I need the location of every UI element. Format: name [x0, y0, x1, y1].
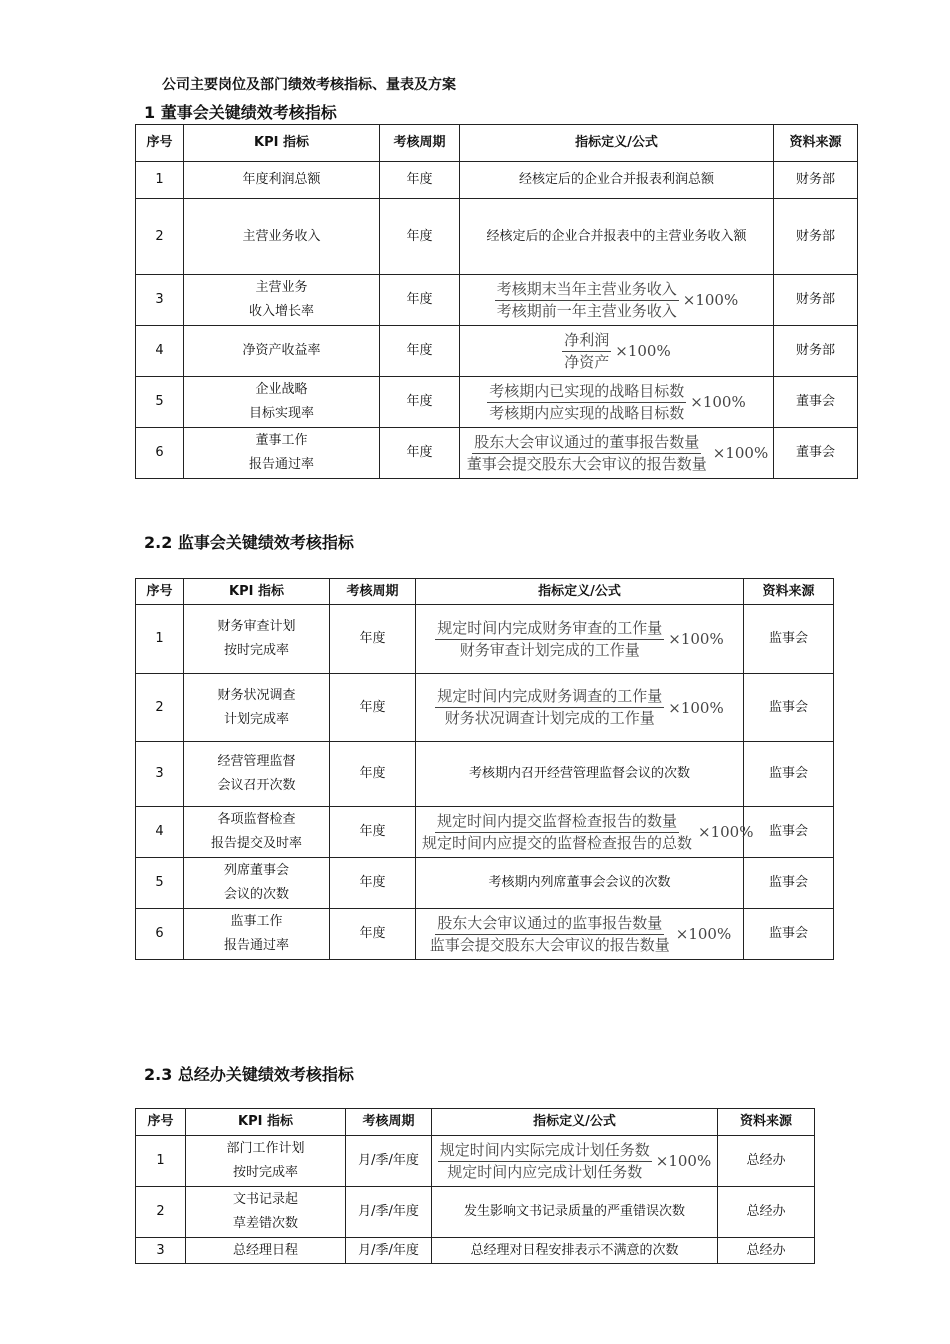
definition-cell: 总经理对日程安排表示不满意的次数 [432, 1238, 718, 1264]
period-cell: 月/季/年度 [346, 1238, 432, 1264]
period-cell: 月/季/年度 [346, 1136, 432, 1187]
kpi-name-line: 目标实现率 [248, 406, 314, 421]
kpi-name-line: 年度利润总额 [242, 172, 321, 187]
formula-fraction [435, 618, 723, 661]
formula-fraction [428, 913, 731, 956]
formula-multiplier: ×100% [655, 1152, 712, 1170]
kpi-name-line: 董事工作 [255, 433, 308, 448]
kpi-name-line: 报告通过率 [223, 938, 289, 953]
period-cell: 年度 [380, 428, 460, 479]
formula-fraction [562, 330, 670, 373]
kpi-name-line: 企业战略 [255, 382, 308, 397]
col-header-no: 序号 [136, 125, 184, 162]
formula-cell [416, 605, 744, 674]
row-number: 6 [136, 428, 184, 479]
kpi-name-line: 会议的次数 [223, 887, 289, 902]
kpi-name-line: 净资产收益率 [242, 343, 321, 358]
formula-denominator: 监事会提交股东大会审议的报告数量 [429, 935, 670, 954]
formula-cell [432, 1136, 718, 1187]
kpi-name [184, 807, 330, 858]
col-header-definition: 指标定义/公式 [460, 125, 774, 162]
table-row [136, 162, 858, 199]
table-row [136, 326, 858, 377]
period-cell: 年度 [380, 162, 460, 199]
definition-cell: 经核定后的企业合并报表利润总额 [460, 162, 774, 199]
row-number: 3 [136, 742, 184, 807]
formula-cell [460, 377, 774, 428]
formula-denominator: 考核期内应实现的战略目标数 [489, 403, 685, 422]
kpi-name-line: 报告提交及时率 [210, 836, 302, 851]
kpi-name [184, 742, 330, 807]
row-number: 6 [136, 909, 184, 960]
kpi-name-line: 监事工作 [230, 914, 283, 929]
table-row [136, 858, 834, 909]
row-number: 4 [136, 807, 184, 858]
row-number: 2 [136, 674, 184, 742]
formula-denominator: 净资产 [564, 352, 610, 371]
source-cell: 董事会 [774, 377, 858, 428]
col-header-kpi: KPI 指标 [184, 125, 380, 162]
table-row [136, 605, 834, 674]
kpi-name [186, 1238, 346, 1264]
kpi-name-line: 主营业务收入 [242, 228, 321, 244]
period-cell: 年度 [380, 199, 460, 275]
formula-numerator: 规定时间内实际完成计划任务数 [438, 1140, 652, 1162]
kpi-table [135, 124, 858, 479]
formula-multiplier: ×100% [698, 823, 754, 841]
period-cell: 年度 [330, 605, 416, 674]
source-cell: 总经办 [718, 1187, 815, 1238]
formula-fraction [465, 432, 768, 475]
row-number: 3 [136, 275, 184, 326]
col-header-period: 考核周期 [346, 1109, 432, 1136]
col-header-period: 考核周期 [380, 125, 460, 162]
formula-fraction [435, 686, 723, 729]
period-cell: 年度 [330, 909, 416, 960]
formula-cell [460, 428, 774, 479]
source-cell: 财务部 [774, 326, 858, 377]
kpi-name-line: 按时完成率 [232, 1165, 298, 1180]
col-header-source: 资料来源 [718, 1109, 815, 1136]
table-row [136, 1136, 815, 1187]
kpi-name-line: 会议召开次数 [217, 778, 296, 793]
definition-cell: 考核期内召开经营管理监督会议的次数 [416, 742, 744, 807]
col-header-definition: 指标定义/公式 [432, 1109, 718, 1136]
formula-denominator: 董事会提交股东大会审议的报告数量 [466, 454, 707, 473]
formula-fraction [420, 811, 753, 854]
kpi-name-line: 财务状况调查 [217, 687, 296, 703]
kpi-name [184, 605, 330, 674]
formula-multiplier: ×100% [712, 444, 769, 462]
formula-denominator: 财务状况调查计划完成的工作量 [444, 709, 655, 727]
formula-multiplier: ×100% [668, 698, 724, 717]
period-cell: 年度 [330, 858, 416, 909]
kpi-name [184, 326, 380, 377]
section-heading: 2.2 监事会关键绩效考核指标 [144, 533, 354, 552]
table-row [136, 1187, 815, 1238]
formula-numerator: 净利润 [562, 330, 611, 352]
definition-cell: 考核期内列席董事会会议的次数 [416, 858, 744, 909]
formula-numerator: 规定时间内完成财务调查的工作量 [435, 686, 664, 708]
formula-multiplier: ×100% [690, 393, 746, 411]
col-header-definition: 指标定义/公式 [416, 579, 744, 605]
row-number: 1 [136, 1136, 186, 1187]
formula-multiplier: ×100% [682, 291, 739, 309]
col-header-kpi: KPI 指标 [186, 1109, 346, 1136]
formula-fraction [438, 1140, 711, 1183]
row-number: 4 [136, 326, 184, 377]
formula-denominator: 考核期前一年主营业务收入 [496, 301, 677, 320]
period-cell: 月/季/年度 [346, 1187, 432, 1238]
table-row [136, 199, 858, 275]
kpi-name-line: 文书记录起 [232, 1192, 298, 1207]
kpi-name [184, 377, 380, 428]
kpi-name-line: 收入增长率 [248, 304, 314, 319]
table-row [136, 807, 834, 858]
kpi-name-line: 报告通过率 [248, 457, 314, 472]
row-number: 2 [136, 199, 184, 275]
kpi-name-line: 草差错次数 [232, 1216, 298, 1231]
row-number: 2 [136, 1187, 186, 1238]
source-cell: 总经办 [718, 1136, 815, 1187]
formula-numerator: 规定时间内提交监督检查报告的数量 [435, 811, 679, 833]
period-cell: 年度 [380, 326, 460, 377]
kpi-name-line: 计划完成率 [223, 711, 289, 727]
source-cell: 监事会 [744, 858, 834, 909]
source-cell: 财务部 [774, 162, 858, 199]
kpi-name [184, 858, 330, 909]
formula-numerator: 规定时间内完成财务审查的工作量 [435, 618, 664, 640]
document-title: 公司主要岗位及部门绩效考核指标、量表及方案 [162, 77, 456, 93]
formula-cell [460, 275, 774, 326]
source-cell: 财务部 [774, 199, 858, 275]
kpi-name-line: 总经理日程 [232, 1242, 298, 1258]
source-cell: 总经办 [718, 1238, 815, 1264]
formula-cell [416, 807, 754, 858]
period-cell: 年度 [330, 674, 416, 742]
kpi-table [135, 1108, 815, 1264]
source-cell: 监事会 [744, 807, 834, 858]
col-header-no: 序号 [136, 579, 184, 605]
source-cell: 监事会 [744, 674, 834, 742]
formula-cell [416, 674, 744, 742]
table-row [136, 742, 834, 807]
kpi-name-line: 主营业务 [255, 280, 308, 295]
table-row [136, 377, 858, 428]
col-header-no: 序号 [136, 1109, 186, 1136]
kpi-name-line: 财务审查计划 [217, 619, 296, 634]
kpi-name-line: 部门工作计划 [226, 1141, 305, 1156]
formula-multiplier: ×100% [675, 925, 732, 943]
source-cell: 监事会 [744, 742, 834, 807]
col-header-source: 资料来源 [744, 579, 834, 605]
source-cell: 财务部 [774, 275, 858, 326]
kpi-name [184, 162, 380, 199]
row-number: 3 [136, 1238, 186, 1264]
period-cell: 年度 [330, 807, 416, 858]
row-number: 1 [136, 162, 184, 199]
formula-cell [460, 326, 774, 377]
kpi-name [186, 1136, 346, 1187]
formula-multiplier: ×100% [668, 630, 724, 648]
table-row [136, 275, 858, 326]
kpi-name-line: 经营管理监督 [217, 754, 296, 769]
formula-denominator: 规定时间内应完成计划任务数 [447, 1162, 643, 1181]
formula-fraction [487, 381, 745, 424]
table-row [136, 428, 858, 479]
row-number: 5 [136, 858, 184, 909]
section-heading: 1 董事会关键绩效考核指标 [144, 103, 337, 122]
section-heading: 2.3 总经办关键绩效考核指标 [144, 1065, 354, 1084]
kpi-table [135, 578, 834, 960]
col-header-period: 考核周期 [330, 579, 416, 605]
table-row [136, 909, 834, 960]
kpi-name [184, 199, 380, 275]
source-cell: 监事会 [744, 605, 834, 674]
kpi-name-line: 按时完成率 [223, 643, 289, 658]
formula-fraction [495, 279, 738, 322]
period-cell: 年度 [380, 275, 460, 326]
row-number: 1 [136, 605, 184, 674]
formula-numerator: 考核期内已实现的战略目标数 [487, 381, 686, 403]
kpi-name-line: 各项监督检查 [217, 812, 296, 827]
formula-numerator: 股东大会审议通过的监事报告数量 [435, 913, 664, 935]
period-cell: 年度 [330, 742, 416, 807]
definition-cell: 经核定后的企业合并报表中的主营业务收入额 [460, 199, 774, 275]
formula-denominator: 财务审查计划完成的工作量 [459, 640, 640, 659]
formula-multiplier: ×100% [615, 342, 671, 360]
source-cell: 董事会 [774, 428, 858, 479]
formula-denominator: 规定时间内应提交的监督检查报告的总数 [422, 833, 693, 852]
kpi-name-line: 列席董事会 [223, 863, 289, 878]
definition-cell: 发生影响文书记录质量的严重错误次数 [432, 1187, 718, 1238]
formula-numerator: 考核期末当年主营业务收入 [495, 279, 679, 301]
formula-cell [416, 909, 744, 960]
row-number: 5 [136, 377, 184, 428]
kpi-name [184, 674, 330, 742]
kpi-name [186, 1187, 346, 1238]
kpi-name [184, 428, 380, 479]
period-cell: 年度 [380, 377, 460, 428]
table-row [136, 674, 834, 742]
table-row [136, 1238, 815, 1264]
col-header-source: 资料来源 [774, 125, 858, 162]
kpi-name [184, 275, 380, 326]
col-header-kpi: KPI 指标 [184, 579, 330, 605]
source-cell: 监事会 [744, 909, 834, 960]
formula-numerator: 股东大会审议通过的董事报告数量 [472, 432, 701, 454]
kpi-name [184, 909, 330, 960]
